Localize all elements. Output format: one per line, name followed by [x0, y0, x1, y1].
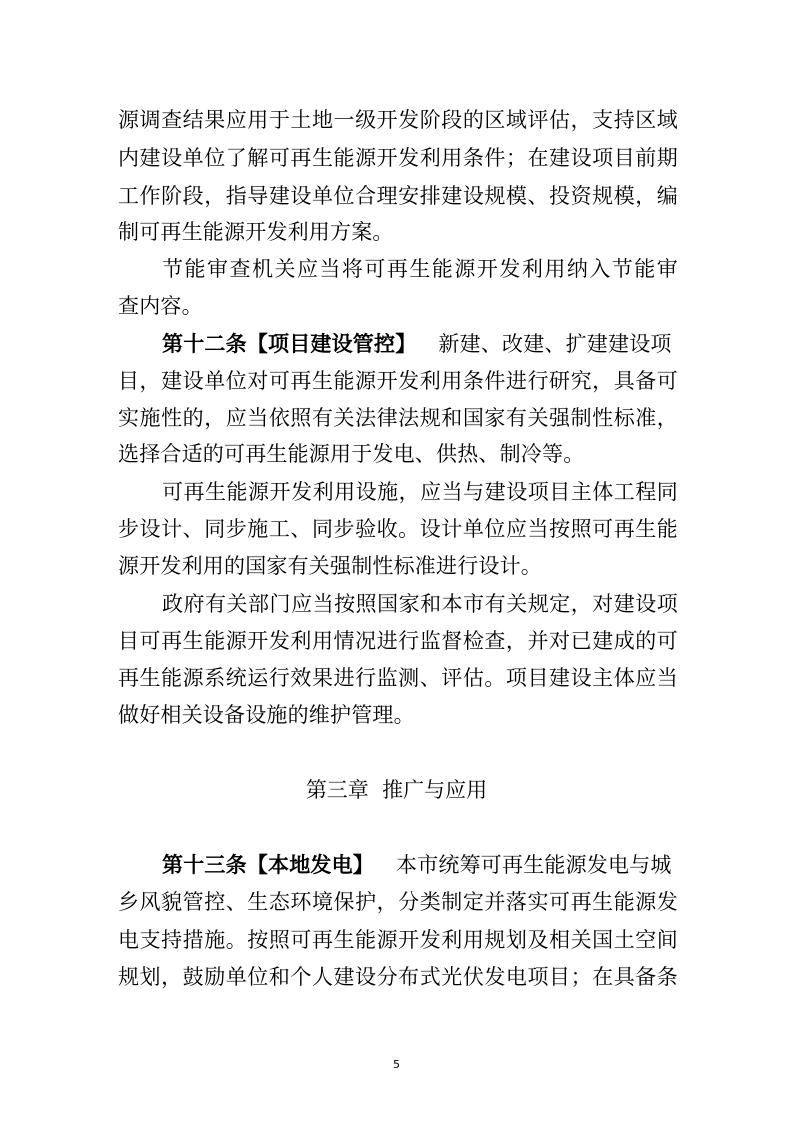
- paragraph-line: 查内容。: [118, 294, 203, 318]
- paragraph-line: 电支持措施。按照可再生能源开发利用规划及相关国土空间: [118, 928, 678, 952]
- paragraph-line: 内建设单位了解可再生能源开发利用条件；在建设项目前期: [118, 146, 678, 170]
- article-12-first-line: [162, 331, 678, 357]
- page-number: 5: [393, 1058, 400, 1071]
- paragraph-line: 乡风貌管控、生态环境保护，分类制定并落实可再生能源发: [118, 890, 678, 914]
- paragraph-line: 做好相关设备设施的维护管理。: [118, 703, 415, 727]
- paragraph-line: 制可再生能源开发利用方案。: [118, 220, 394, 244]
- article-13-title: 第十三条【本地发电】: [162, 853, 374, 877]
- paragraph-line: 节能审查机关应当将可再生能源开发利用纳入节能审: [162, 257, 678, 281]
- article-12-title: 第十二条【项目建设管控】: [162, 332, 417, 356]
- article-13-text: 本市统筹可再生能源发电与城: [396, 853, 672, 877]
- paragraph-line: 政府有关部门应当按照国家和本市有关规定，对建设项: [162, 592, 678, 616]
- paragraph-line: 目可再生能源开发利用情况进行监督检查，并对已建成的可: [118, 629, 678, 653]
- paragraph-line: 再生能源系统运行效果进行监测、评估。项目建设主体应当: [118, 666, 678, 690]
- paragraph-line: 源开发利用的国家有关强制性标准进行设计。: [118, 554, 542, 578]
- paragraph-line: 步设计、同步施工、同步验收。设计单位应当按照可再生能: [118, 517, 678, 541]
- article-13-first-line: [162, 852, 678, 878]
- paragraph-line: 实施性的，应当依照有关法律法规和国家有关强制性标准，: [118, 406, 678, 430]
- paragraph-line: 源调查结果应用于土地一级开发阶段的区域评估，支持区域: [118, 108, 678, 132]
- article-12-text: 新建、改建、扩建建设项: [438, 332, 672, 356]
- paragraph-line: 规划，鼓励单位和个人建设分布式光伏发电项目；在具备条: [118, 965, 678, 989]
- paragraph-line: 选择合适的可再生能源用于发电、供热、制冷等。: [118, 442, 585, 466]
- chapter-heading: 第三章 推广与应用: [305, 778, 488, 802]
- paragraph-line: 目，建设单位对可再生能源开发利用条件进行研究，具备可: [118, 369, 678, 393]
- paragraph-line: 可再生能源开发利用设施，应当与建设项目主体工程同: [162, 480, 678, 504]
- paragraph-line: 工作阶段，指导建设单位合理安排建设规模、投资规模，编: [118, 184, 678, 208]
